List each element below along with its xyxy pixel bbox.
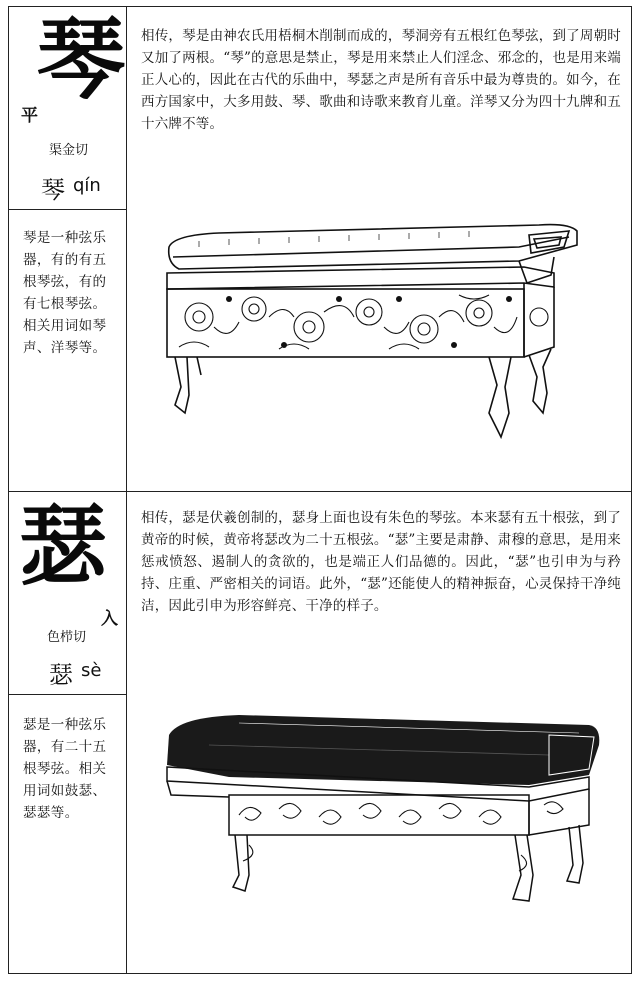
se-illustration bbox=[149, 705, 609, 915]
entry-se-left-column bbox=[9, 492, 126, 975]
dictionary-page bbox=[8, 6, 632, 974]
tone-marker: 入 bbox=[101, 609, 118, 629]
column-divider bbox=[126, 7, 127, 973]
fanqie-reading: 渠金切 bbox=[49, 143, 89, 158]
tone-marker: 平 bbox=[21, 106, 38, 126]
small-character: 瑟 bbox=[49, 661, 73, 689]
entry-qin-left-column bbox=[9, 7, 126, 491]
small-character: 琴 bbox=[41, 176, 65, 204]
fanqie-reading: 色栉切 bbox=[47, 630, 87, 645]
left-rule bbox=[9, 209, 126, 210]
side-note: 琴是一种弦乐器，有的有五根琴弦，有的有七根琴弦。相关用词如琴声、洋琴等。 bbox=[23, 230, 107, 356]
left-rule bbox=[9, 694, 126, 695]
guqin-illustration bbox=[159, 217, 609, 452]
pinyin: qín bbox=[73, 175, 101, 196]
pinyin: sè bbox=[81, 660, 102, 681]
headword-character: 琴 bbox=[37, 7, 126, 111]
headword-character: 瑟 bbox=[19, 494, 108, 598]
side-note: 瑟是一种弦乐器，有二十五根琴弦。相关用词如鼓瑟、瑟瑟等。 bbox=[23, 717, 107, 821]
entry-se-paragraph: 相传，瑟是伏羲创制的，瑟身上面也设有朱色的琴弦。本来瑟有五十根弦，到了黄帝的时候，黄帝将瑟改为二十五根弦。“瑟”主要是肃静、肃穆的意思，是用来惩戒愤怒、遏制人的贪欲的，也是端正人们品德的。因此，“瑟”也引申为与矜持、庄重、严密相关的词语。此外，“瑟”还能使人的精神振奋，心灵保持干净纯洁，因此引申为形容鲜亮、干净的样子。 bbox=[141, 510, 622, 614]
entry-qin-paragraph: 相传，琴是由神农氏用梧桐木削制而成的，琴洞旁有五根红色琴弦，到了周朝时又加了两根。“琴”的意思是禁止，琴是用来禁止人们淫念、邪念的，也是用来端正人心的，因此在古代的乐曲中，琴瑟之声是所有音乐中最为尊贵的。如今，在西方国家中，大多用鼓、琴、歌曲和诗歌来教育儿童。洋琴又分为四十九牌和五十六牌不等。 bbox=[141, 28, 622, 132]
